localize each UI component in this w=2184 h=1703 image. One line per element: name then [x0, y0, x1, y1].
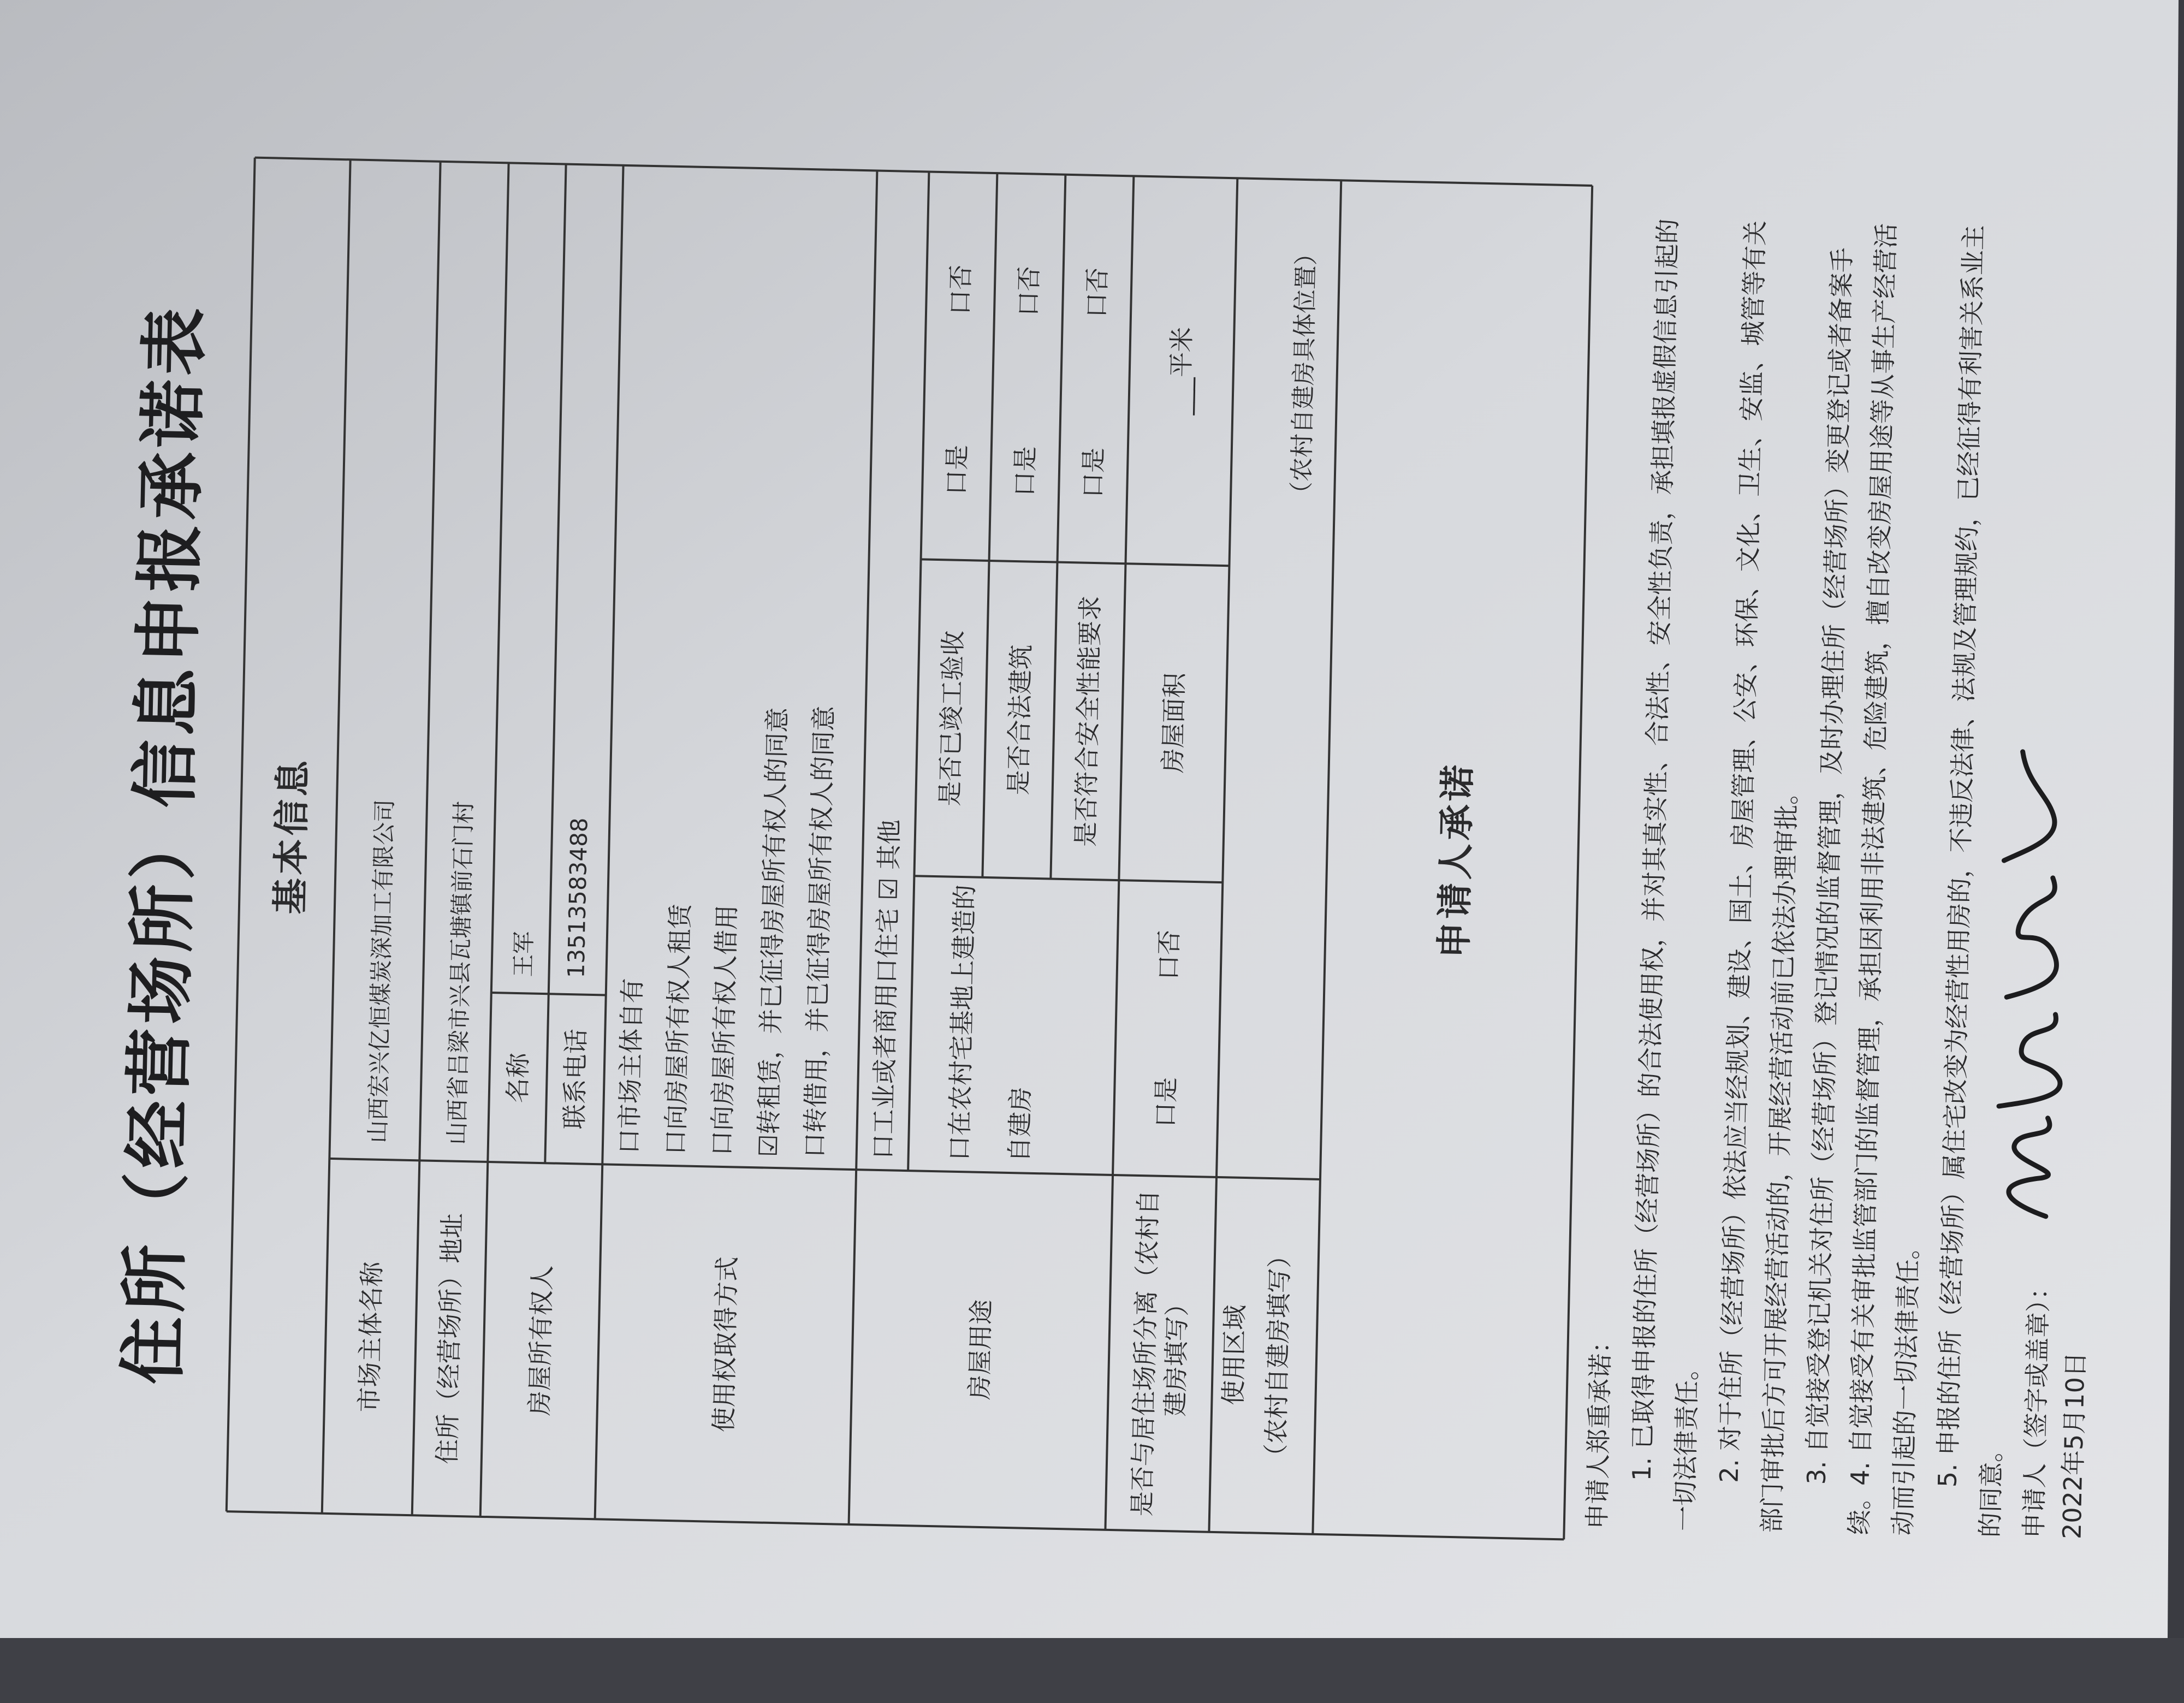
- rural-homestead-option[interactable]: 口在农村宅基地上建造的: [944, 884, 980, 1161]
- commitment-heading: 申请人承诺: [1433, 761, 1479, 959]
- entity-name-value: 山西宏兴亿恒煤炭深加工有限公司: [364, 799, 399, 1144]
- check-no[interactable]: 口否: [945, 264, 976, 316]
- check-label: 是否已竣工验收: [934, 630, 968, 807]
- region-label: 使用区域: [1218, 1304, 1250, 1406]
- acquisition-option[interactable]: 口向房屋所有权人借用: [707, 904, 742, 1156]
- acquisition-label: 使用权取得方式: [708, 1256, 742, 1433]
- check-yes[interactable]: 口是: [1009, 446, 1040, 497]
- entity-name-label: 市场主体名称: [354, 1261, 387, 1413]
- separation-yes[interactable]: 口是: [1150, 1077, 1182, 1128]
- acquisition-option[interactable]: 口市场主体自有: [614, 977, 648, 1154]
- commitment-item: 3. 自觉接受登记机关对住所（经营场所）登记情况的监督管理，及时办理住所（经营场所）变更登记或者备案手续。: [1801, 247, 1875, 1535]
- usage-options[interactable]: 口工业或者商用口住宅 ☑ 其他: [868, 819, 905, 1160]
- check-no[interactable]: 口否: [1013, 265, 1044, 317]
- check-no[interactable]: 口否: [1081, 267, 1112, 318]
- commitment-intro: 申请人郑重承诺：: [1582, 1328, 1616, 1530]
- owner-phone-label: 联系电话: [559, 1028, 591, 1130]
- owner-phone-value: 13513583488: [562, 817, 593, 978]
- address-label: 住所（经营场所）地址: [432, 1213, 467, 1465]
- area-label: 房屋面积: [1158, 672, 1190, 774]
- separation-label: 是否与居住场所分离（农村自建房填写）: [1126, 1189, 1192, 1517]
- commitment-item: 2. 对于住所（经营场所）依法应当经规划、建设、国土、房屋管理、公安、环保、文化、卫生、安监、城管等有关部门审批后方可开展经营活动的，开展经营活动前已依法办理审批。: [1714, 220, 1802, 1533]
- commitment-date: 2022年5月10日: [2057, 1351, 2091, 1540]
- check-yes[interactable]: 口是: [941, 444, 972, 496]
- separation-no[interactable]: 口否: [1153, 929, 1184, 981]
- commitment-item: 5. 申报的住所（经营场所）属住宅改变为经营性用房的，不违反法律、法规及管理规约，已经征得有利害关系业主的同意。: [1932, 224, 2007, 1538]
- address-value: 山西省吕梁市兴县瓦塘镇前石门村: [443, 800, 478, 1146]
- document-page: [10, 22, 2119, 1703]
- owner-name-value: 王军: [509, 930, 538, 977]
- acquisition-option[interactable]: 口向房屋所有权人租赁: [660, 903, 696, 1155]
- region-sublabel: （农村自建房填写）: [1261, 1242, 1295, 1469]
- acquisition-option[interactable]: ☑转租赁，并已征得房屋所有权人的同意: [753, 707, 792, 1158]
- area-value[interactable]: ___平米: [1165, 327, 1197, 416]
- acquisition-option[interactable]: 口转借用，并已征得房屋所有权人的同意: [799, 705, 839, 1159]
- owner-name-label: 名称: [502, 1052, 533, 1103]
- check-label: 是否符合安全性能要求: [1070, 595, 1105, 847]
- owner-label: 房屋所有权人: [524, 1265, 557, 1416]
- check-label: 是否合法建筑: [1003, 644, 1036, 796]
- signature-label: 申请人（签字或盖章）：: [2019, 1274, 2054, 1539]
- check-yes[interactable]: 口是: [1077, 447, 1108, 499]
- commitment-item: 1. 已取得申报的住所（经营场所）的合法使用权，并对其真实性、合法性、安全性负责，承担填报虚假信息引起的一切法律责任。: [1627, 218, 1703, 1532]
- form-title: 住所（经营场所）信息申报承诺表: [114, 302, 216, 1385]
- commitment-item: 4. 自觉接受有关审批监管部门的监督管理，承担因利用非法建筑、危险建筑，擅自改变房屋用途等从事生产经营活动而引起的一切法律责任。: [1845, 223, 1924, 1536]
- basic-info-heading: 基本信息: [269, 756, 314, 915]
- rural-homestead-option-cont: 自建房: [1004, 1086, 1036, 1162]
- usage-label: 房屋用途: [964, 1299, 996, 1401]
- region-note: （农村自建房具体位置）: [1287, 241, 1321, 506]
